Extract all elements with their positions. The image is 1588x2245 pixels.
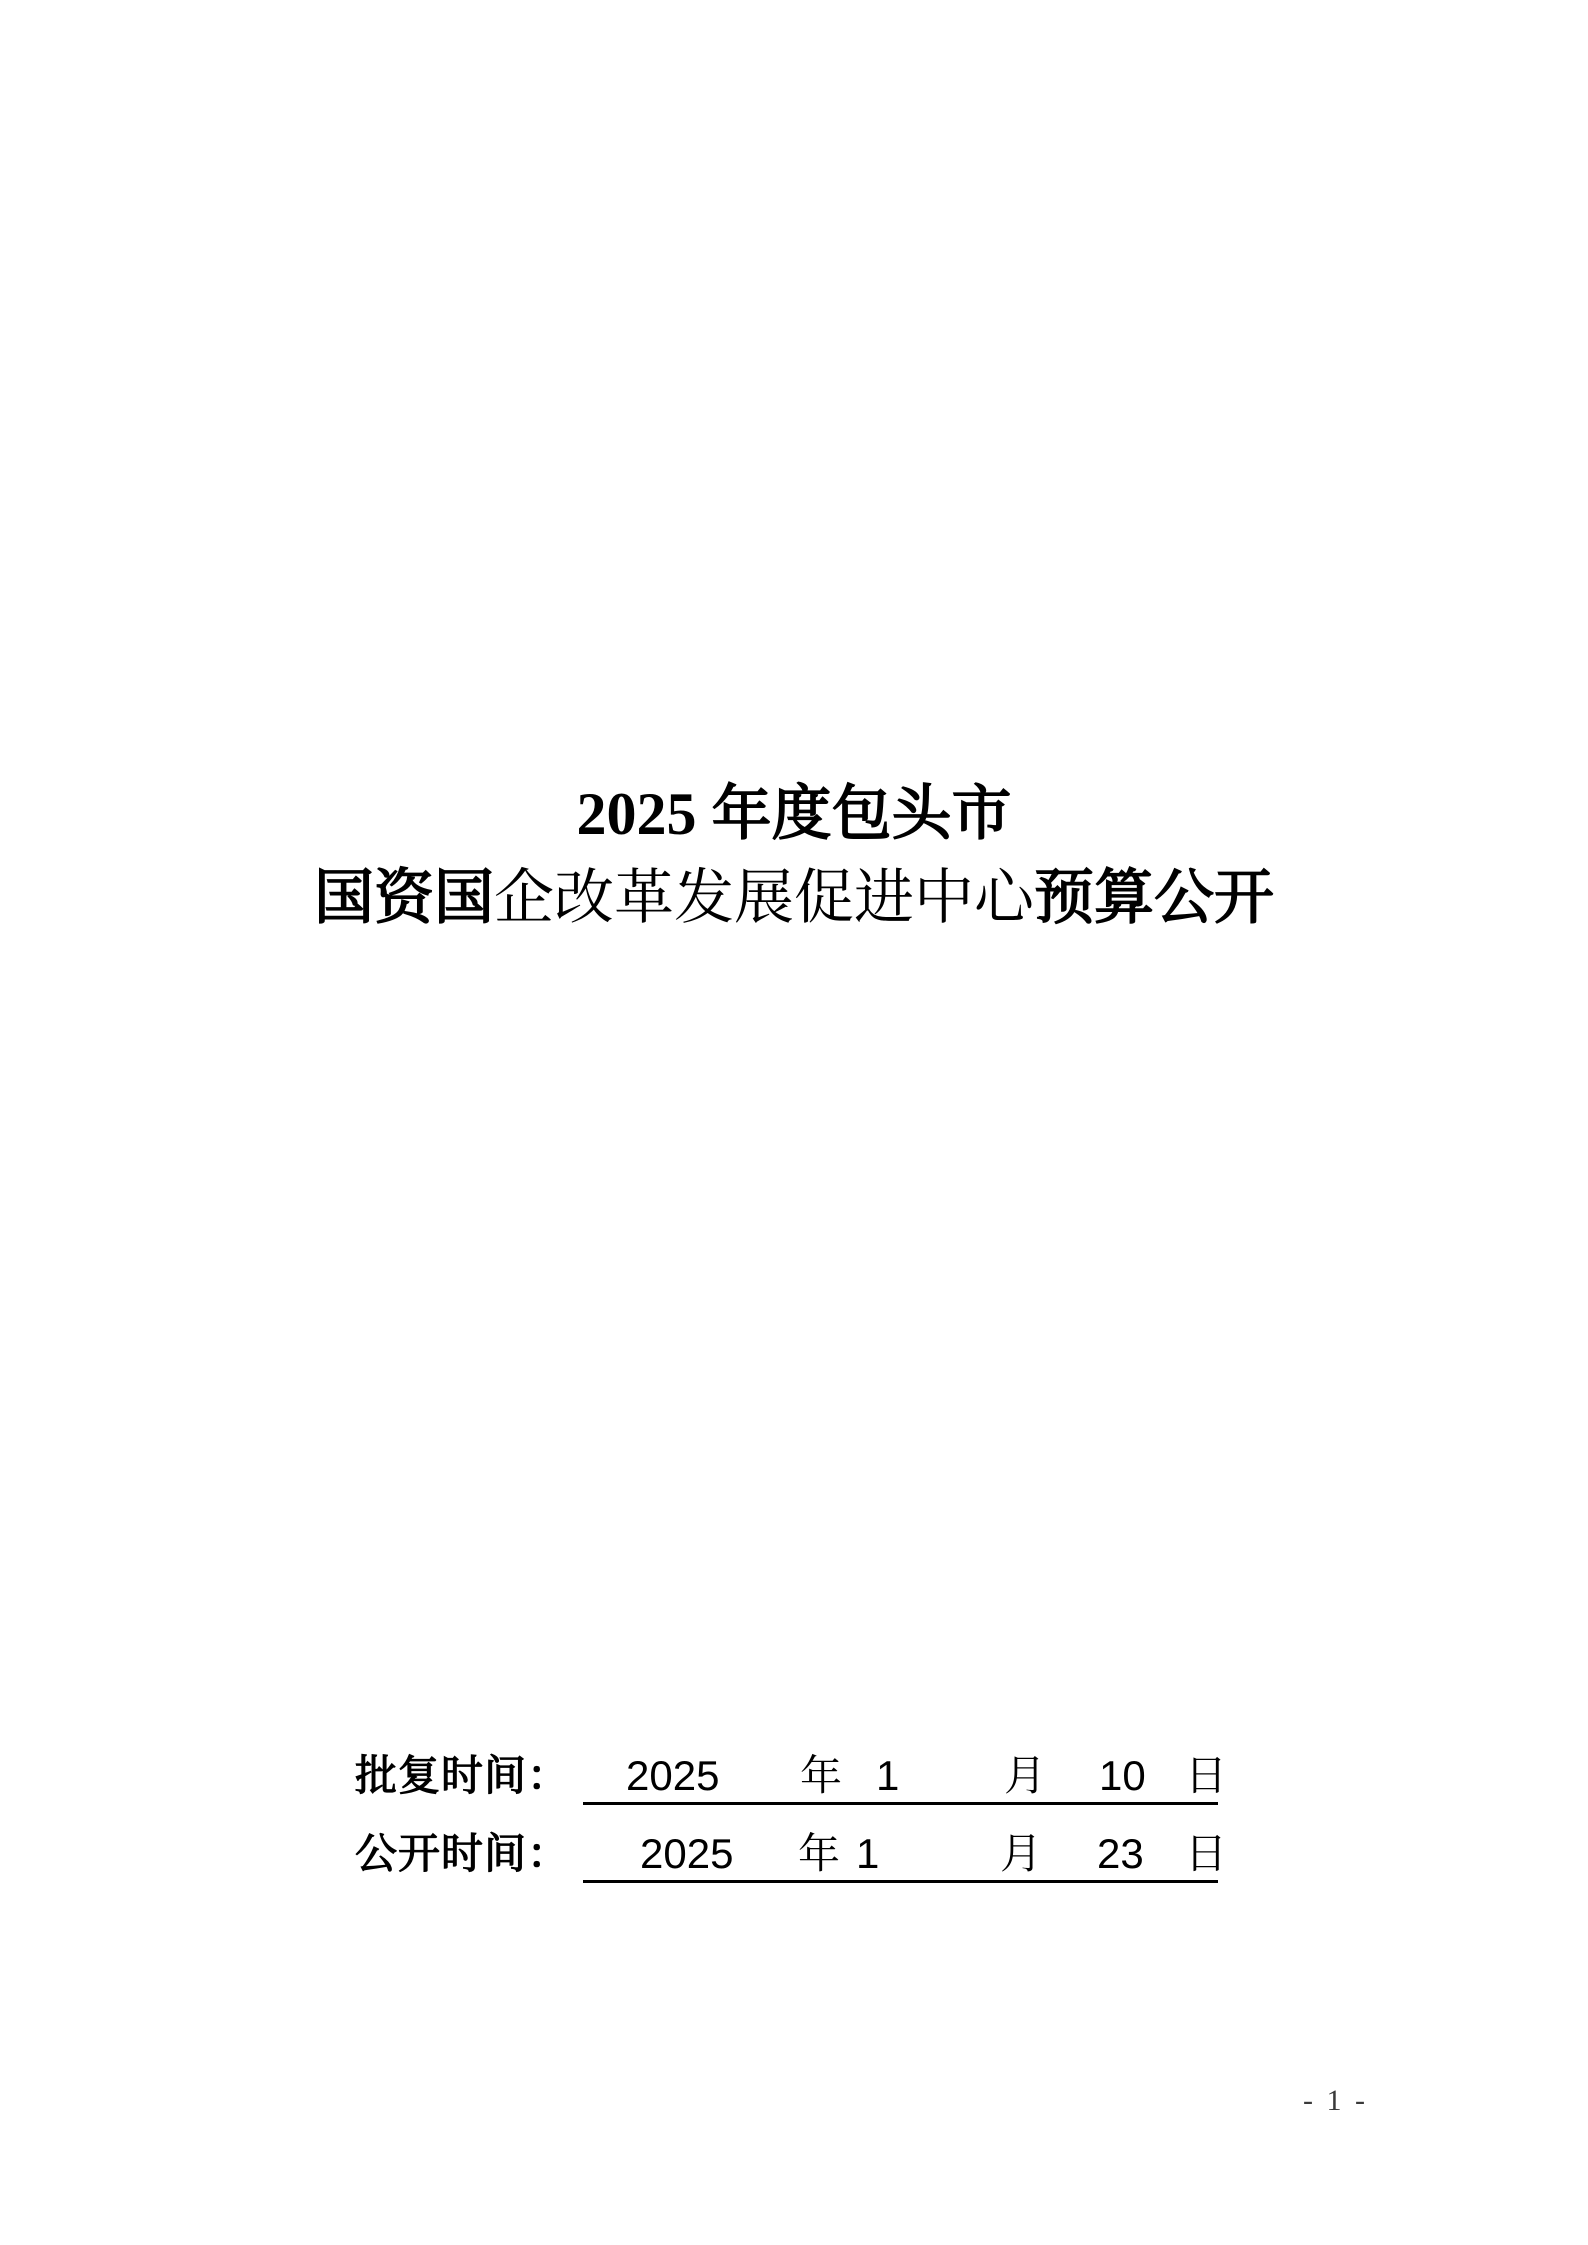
approval-month-value: 1 xyxy=(876,1752,900,1799)
publication-day-value: 23 xyxy=(1097,1830,1144,1877)
publication-year-unit: 年 xyxy=(798,1830,841,1877)
title-line2-bold-right: 预算公开 xyxy=(1034,865,1274,931)
document-title xyxy=(0,772,1588,940)
approval-day-unit: 日 xyxy=(1185,1752,1228,1799)
approval-year-unit: 年 xyxy=(800,1752,843,1799)
approval-month-unit: 月 xyxy=(1004,1752,1047,1799)
title-line-1: 2025 年度包头市 xyxy=(576,781,1012,847)
approval-date-underline xyxy=(583,1750,1228,1805)
page-number: - 1 - xyxy=(1303,2084,1368,2117)
approval-day-value: 10 xyxy=(1099,1752,1146,1799)
publication-day-unit: 日 xyxy=(1185,1830,1228,1877)
title-line-2 xyxy=(0,856,1588,940)
title-line2-regular: 企改革发展促进中心 xyxy=(494,865,1034,931)
approval-year-value: 2025 xyxy=(626,1752,720,1799)
publication-month-value: 1 xyxy=(856,1830,880,1877)
publication-year-value: 2025 xyxy=(640,1830,734,1877)
publication-date-underline xyxy=(583,1828,1228,1883)
publication-date-label: 公开时间： xyxy=(355,1830,571,1877)
approval-date-label: 批复时间： xyxy=(355,1752,571,1799)
title-line2-bold-left: 国资国 xyxy=(314,865,494,931)
publication-month-unit: 月 xyxy=(1000,1830,1043,1877)
